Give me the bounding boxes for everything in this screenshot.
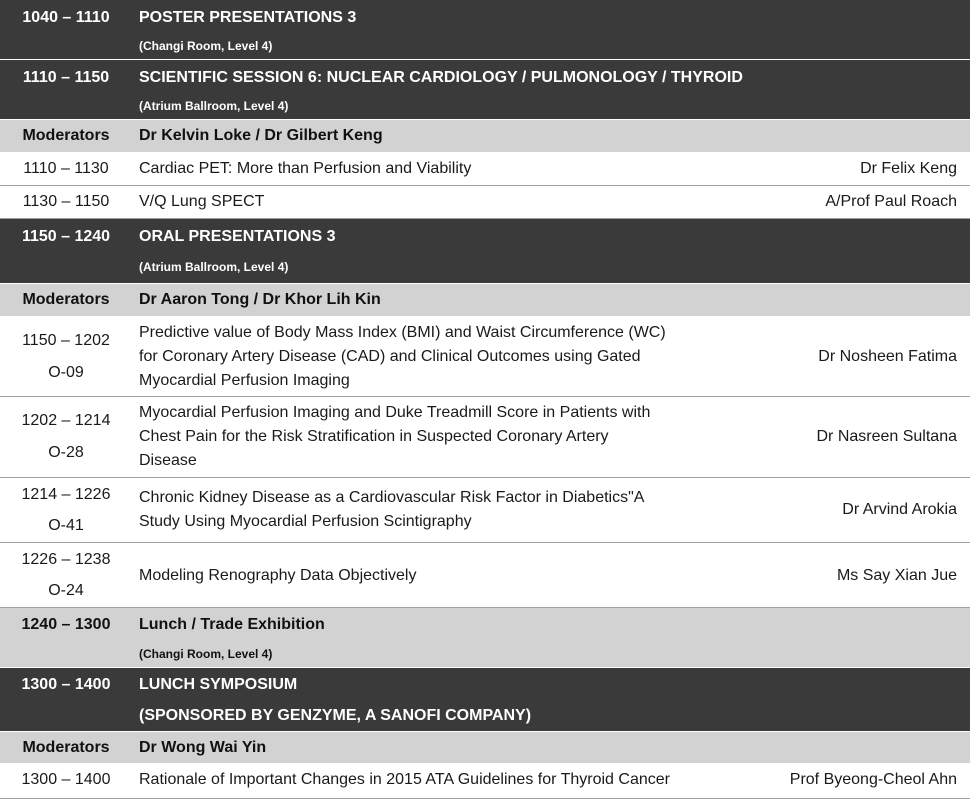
session-sponsor: (SPONSORED BY GENZYME, A SANOFI COMPANY) bbox=[139, 707, 532, 724]
moderators-label: Moderators bbox=[22, 291, 110, 308]
talk-time: 1110 – 1130 bbox=[23, 160, 109, 177]
session-header-row bbox=[0, 219, 970, 284]
abstract-title bbox=[139, 564, 759, 588]
session-location: (Changi Room, Level 4) bbox=[139, 647, 273, 661]
abstract-title-line: Modeling Renography Data Objectively bbox=[139, 567, 417, 584]
session-time: 1150 – 1240 bbox=[21, 228, 111, 245]
abstract-row bbox=[0, 478, 970, 543]
talk-row bbox=[0, 764, 970, 799]
abstract-row bbox=[0, 317, 970, 397]
talk-time: 1202 – 1214 bbox=[21, 412, 111, 429]
abstract-code: O-28 bbox=[48, 444, 84, 461]
talk-speaker: Dr Nosheen Fatima bbox=[818, 348, 957, 365]
abstract-title bbox=[139, 486, 759, 534]
session-time: 1110 – 1150 bbox=[22, 69, 110, 86]
moderators-row bbox=[0, 732, 970, 764]
session-location: (Changi Room, Level 4) bbox=[139, 39, 273, 53]
talk-title: V/Q Lung SPECT bbox=[139, 193, 265, 210]
moderator-names: Dr Kelvin Loke / Dr Gilbert Keng bbox=[139, 127, 383, 144]
abstract-title bbox=[139, 321, 759, 393]
session-title: Lunch / Trade Exhibition bbox=[139, 616, 325, 633]
abstract-code: O-09 bbox=[48, 364, 84, 381]
session-title: ORAL PRESENTATIONS 3 bbox=[139, 228, 336, 245]
abstract-row bbox=[0, 543, 970, 608]
session-location: (Atrium Ballroom, Level 4) bbox=[139, 260, 289, 274]
talk-speaker: Ms Say Xian Jue bbox=[836, 567, 957, 584]
moderator-names: Dr Aaron Tong / Dr Khor Lih Kin bbox=[139, 291, 381, 308]
session-time: 1240 – 1300 bbox=[21, 616, 111, 633]
talk-speaker: Dr Arvind Arokia bbox=[842, 501, 957, 518]
abstract-title-line: Chest Pain for the Risk Stratification in Suspected Coronary Artery bbox=[139, 428, 609, 445]
session-header-row bbox=[0, 668, 970, 732]
session-location: (Atrium Ballroom, Level 4) bbox=[139, 99, 289, 113]
abstract-title-line: Myocardial Perfusion Imaging and Duke Treadmill Score in Patients with bbox=[139, 404, 651, 421]
talk-title: Rationale of Important Changes in 2015 ATA Guidelines for Thyroid Cancer bbox=[139, 771, 670, 788]
session-title: LUNCH SYMPOSIUM bbox=[139, 676, 298, 693]
abstract-title-line: Predictive value of Body Mass Index (BMI) and Waist Circumference (WC) bbox=[139, 324, 666, 341]
moderators-row bbox=[0, 120, 970, 153]
talk-time: 1300 – 1400 bbox=[21, 771, 111, 788]
abstract-title-line: Chronic Kidney Disease as a Cardiovascular Risk Factor in Diabetics"A bbox=[139, 489, 645, 506]
abstract-title bbox=[139, 401, 759, 473]
abstract-title-line: Disease bbox=[139, 452, 197, 469]
session-header-row bbox=[0, 0, 970, 60]
talk-speaker: Dr Felix Keng bbox=[860, 160, 957, 177]
talk-speaker: A/Prof Paul Roach bbox=[825, 193, 957, 210]
break-row bbox=[0, 608, 970, 668]
session-title: POSTER PRESENTATIONS 3 bbox=[139, 9, 357, 26]
talk-title: Cardiac PET: More than Perfusion and Viability bbox=[139, 160, 472, 177]
abstract-code: O-41 bbox=[48, 517, 84, 534]
abstract-code: O-24 bbox=[48, 582, 84, 599]
talk-speaker: Dr Nasreen Sultana bbox=[816, 428, 957, 445]
talk-time: 1214 – 1226 bbox=[21, 486, 111, 503]
talk-time: 1150 – 1202 bbox=[22, 332, 110, 349]
moderator-names: Dr Wong Wai Yin bbox=[139, 739, 267, 756]
talk-speaker: Prof Byeong-Cheol Ahn bbox=[789, 771, 957, 788]
talk-row bbox=[0, 186, 970, 219]
moderators-label: Moderators bbox=[22, 127, 110, 144]
session-time: 1040 – 1110 bbox=[22, 9, 110, 26]
abstract-title-line: Study Using Myocardial Perfusion Scintigraphy bbox=[139, 513, 472, 530]
session-time: 1300 – 1400 bbox=[21, 676, 111, 693]
session-title: SCIENTIFIC SESSION 6: NUCLEAR CARDIOLOGY / PULMONOLOGY / THYROID bbox=[139, 69, 743, 86]
abstract-title-line: for Coronary Artery Disease (CAD) and Clinical Outcomes using Gated bbox=[139, 348, 641, 365]
session-header-row bbox=[0, 60, 970, 120]
moderators-label: Moderators bbox=[22, 739, 110, 756]
moderators-row bbox=[0, 284, 970, 317]
talk-time: 1226 – 1238 bbox=[21, 551, 111, 568]
abstract-title-line: Myocardial Perfusion Imaging bbox=[139, 372, 350, 389]
talk-row bbox=[0, 153, 970, 186]
abstract-row bbox=[0, 397, 970, 478]
talk-time: 1130 – 1150 bbox=[22, 193, 110, 210]
